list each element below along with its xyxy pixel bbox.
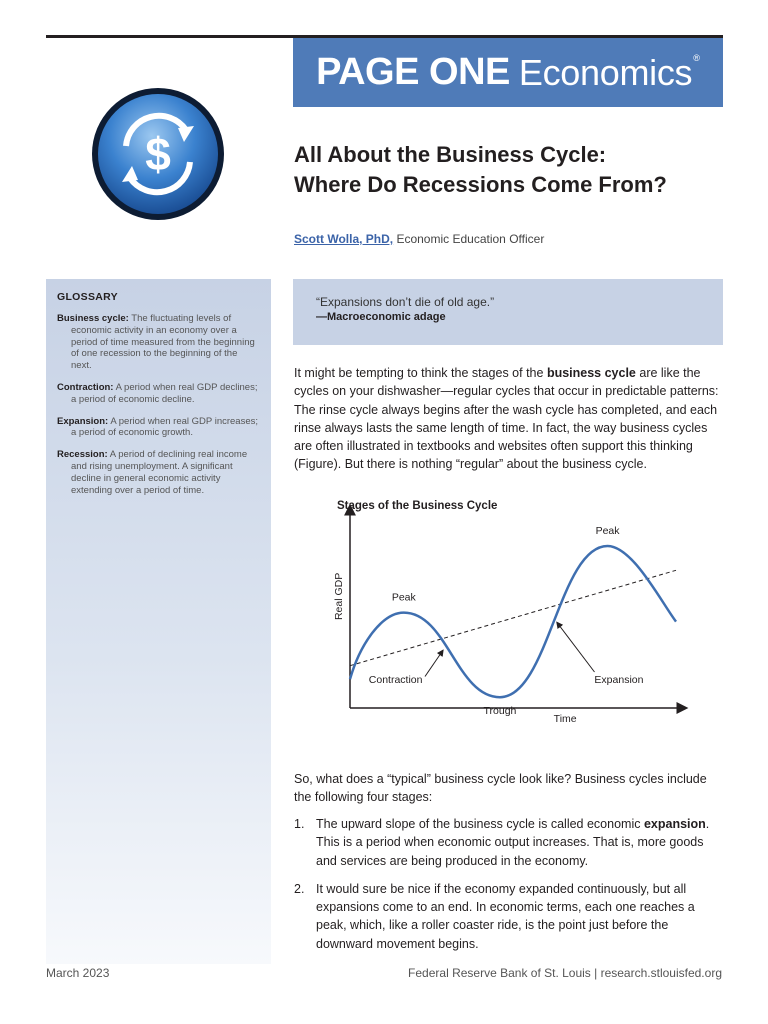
- trend-line: [350, 570, 676, 665]
- list-number: 2.: [294, 881, 305, 896]
- stage-text: The upward slope of the business cycle is called economic: [316, 817, 644, 831]
- stages-list: [294, 815, 724, 963]
- glossary-definition: The fluctuating levels of economic activity in an economy over a period of time measured from the beginning of one recession to the beginning of the next.: [71, 313, 255, 372]
- glossary-item: [57, 313, 260, 372]
- contraction-arrow: [425, 650, 443, 676]
- stage-text: . This is a period when economic output increases. That is, more goods and services are being produced in the economy.: [316, 817, 710, 868]
- brand-light: Economics: [518, 51, 693, 93]
- trough-label: Trough: [483, 705, 517, 718]
- author-link[interactable]: Scott Wolla, PhD,: [294, 232, 394, 246]
- glossary-definition: A period when real GDP declines; a period of economic decline.: [71, 381, 258, 405]
- list-text: [316, 815, 724, 870]
- footer-date: March 2023: [46, 966, 110, 980]
- glossary-item: [57, 382, 260, 406]
- stage-text: It would sure be nice if the economy expanded continuously, but all expansions come to an end. In economic terms, each one reaches a peak, which, like a roller coaster ride, is the point just before the downward movement begins.: [316, 881, 695, 951]
- x-axis-label: Time: [553, 713, 577, 725]
- stage-term: expansion: [643, 817, 706, 831]
- intro-paragraph: [294, 364, 724, 474]
- article-title: [294, 140, 724, 200]
- list-text: [316, 880, 724, 953]
- glossary-item: [57, 416, 260, 440]
- quote-text: “Expansions don’t die of old age.”: [316, 295, 495, 309]
- peak-label: Peak: [391, 591, 416, 604]
- list-number: 1.: [294, 817, 305, 831]
- title-line-2: Where Do Recessions Come From?: [294, 172, 667, 197]
- glossary-item: [57, 449, 260, 496]
- intro-text-2: are like the cycles on your dishwasher—regular cycles that occur in predictable patterns: The rinse cycle always begins after the wash cycle has completed, and each rinse always lasts the same length of time. In fact, the way business cycles are often illustrated in textbooks and websites often support this thinking (Figure). But there is nothing “regular” about the business cycle.: [294, 366, 719, 472]
- chart-title: Stages of the Business Cycle: [337, 500, 498, 512]
- byline: [294, 232, 544, 246]
- glossary-term: Business cycle:: [57, 313, 129, 324]
- glossary-term: Contraction:: [57, 381, 114, 393]
- brand-bold: PAGE ONE: [316, 51, 510, 93]
- business-cycle-chart: [330, 492, 700, 732]
- expansion-label: Expansion: [594, 673, 644, 686]
- dollar-cycle-icon: [90, 86, 226, 222]
- glossary-sidebar: [46, 279, 271, 964]
- glossary-definition: A period of declining real income and rising unemployment. A significant decline in general economic activity extending over a period of time.: [71, 449, 248, 496]
- publication-banner: [293, 38, 723, 107]
- glossary-heading: GLOSSARY: [57, 291, 118, 303]
- peak-label: Peak: [595, 525, 620, 537]
- y-axis-label: Real GDP: [333, 572, 345, 621]
- expansion-arrow: [557, 623, 594, 673]
- contraction-label: Contraction: [368, 673, 423, 686]
- quote-source: —Macroeconomic adage: [316, 311, 446, 323]
- glossary-definition: A period when real GDP increases; a period of economic growth.: [71, 415, 258, 439]
- glossary-term: Expansion:: [57, 415, 109, 427]
- author-role: Economic Education Officer: [393, 232, 545, 246]
- list-item: [294, 815, 724, 870]
- list-item: [294, 880, 724, 953]
- stages-intro: So, what does a “typical” business cycle look like? Business cycles include the following four stages:: [294, 772, 707, 805]
- intro-term: business cycle: [546, 366, 636, 380]
- brand-registered-mark: ®: [693, 52, 700, 63]
- title-line-1: All About the Business Cycle:: [294, 142, 607, 167]
- intro-text-1: It might be tempting to think the stages of the: [294, 366, 547, 380]
- pull-quote: [293, 279, 723, 345]
- glossary-term: Recession:: [57, 449, 108, 461]
- logo-dollar-symbol: $: [145, 128, 171, 180]
- footer-org: Federal Reserve Bank of St. Louis | research.stlouisfed.org: [408, 966, 722, 980]
